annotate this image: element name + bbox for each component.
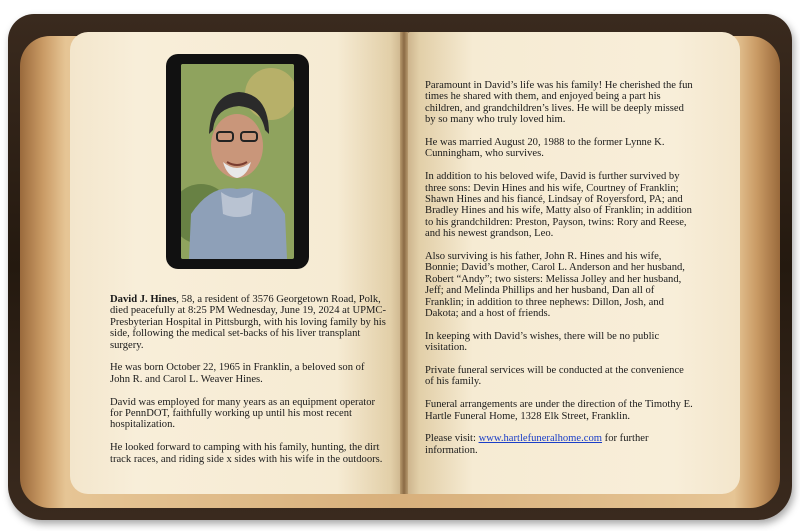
family-paragraph: Paramount in David’s life was his family! He cherished the fun times he shared with them, and enjoyed being a part his children, and grandchildren’s lives. He will be deeply missed by so many who truly loved him. [425,80,693,126]
employment-paragraph: David was employed for many years as an equipment operator for PennDOT, faithfully working up until his most recent hospitalization. [110,396,376,431]
visit-paragraph: Please visit: www.hartlefuneralhome.com for further information. [425,433,649,456]
survivors-paragraph: In addition to his beloved wife, David is further survived by three sons: Devin Hines and his wife, Courtney of Franklin; Shawn Hines and his fiancé, Lindsay of Royersford, PA; and Bradley Hines and his wife, Matty also of Franklin; in addition to his grandchildren: Preston, Payson, twins: Rory and Reese, and his newest grandson, Leo. [425,171,692,240]
visitation-paragraph: In keeping with David’s wishes, there will be no public visitation. [425,330,660,354]
funeral-home-link[interactable]: www.hartlefuneralhome.com [478,433,603,445]
other-survivors-paragraph: Also surviving is his father, John R. Hines and his wife, Bonnie; David’s mother, Carol L. Anderson and her husband, Robert “Andy”; two sisters: Melissa Jolley and her husband, Jeff; and Melinda Phillips and her husband, Dan all of Franklin; in addition to three nephews: Dillon, Josh, and Dakota; and a host of friends. [425,251,685,320]
portrait-photo [181,64,294,259]
marriage-paragraph: He was married August 20, 1988 to the former Lynne K. Cunningham, who survives. [425,137,665,160]
left-column-text [110,294,386,476]
right-column-text [425,80,695,468]
birth-paragraph: He was born October 22, 1965 in Franklin, a beloved son of John R. and Carol L. Weaver Hines. [110,362,365,385]
services-paragraph: Private funeral services will be conducted at the convenience of his family. [425,365,684,388]
deceased-name: David J. Hines [110,294,177,305]
hobbies-paragraph: He looked forward to camping with his family, hunting, the dirt track races, and riding side x sides with his wife in the outdoors. [110,442,383,465]
obituary-intro: David J. Hines, 58, a resident of 3576 Georgetown Road, Polk, died peacefully at 8:25 PM Wednesday, June 19, 2024 at UPMC-Presbyterian Hospital in Pittsburgh, with his loving family by his side, following the medical set-backs of his liver transplant surgery. [110,294,387,351]
book-gutter [400,32,408,494]
arrangements-paragraph: Funeral arrangements are under the direction of the Timothy E. Hartle Funeral Home, 1328 Elk Street, Franklin. [425,399,693,422]
